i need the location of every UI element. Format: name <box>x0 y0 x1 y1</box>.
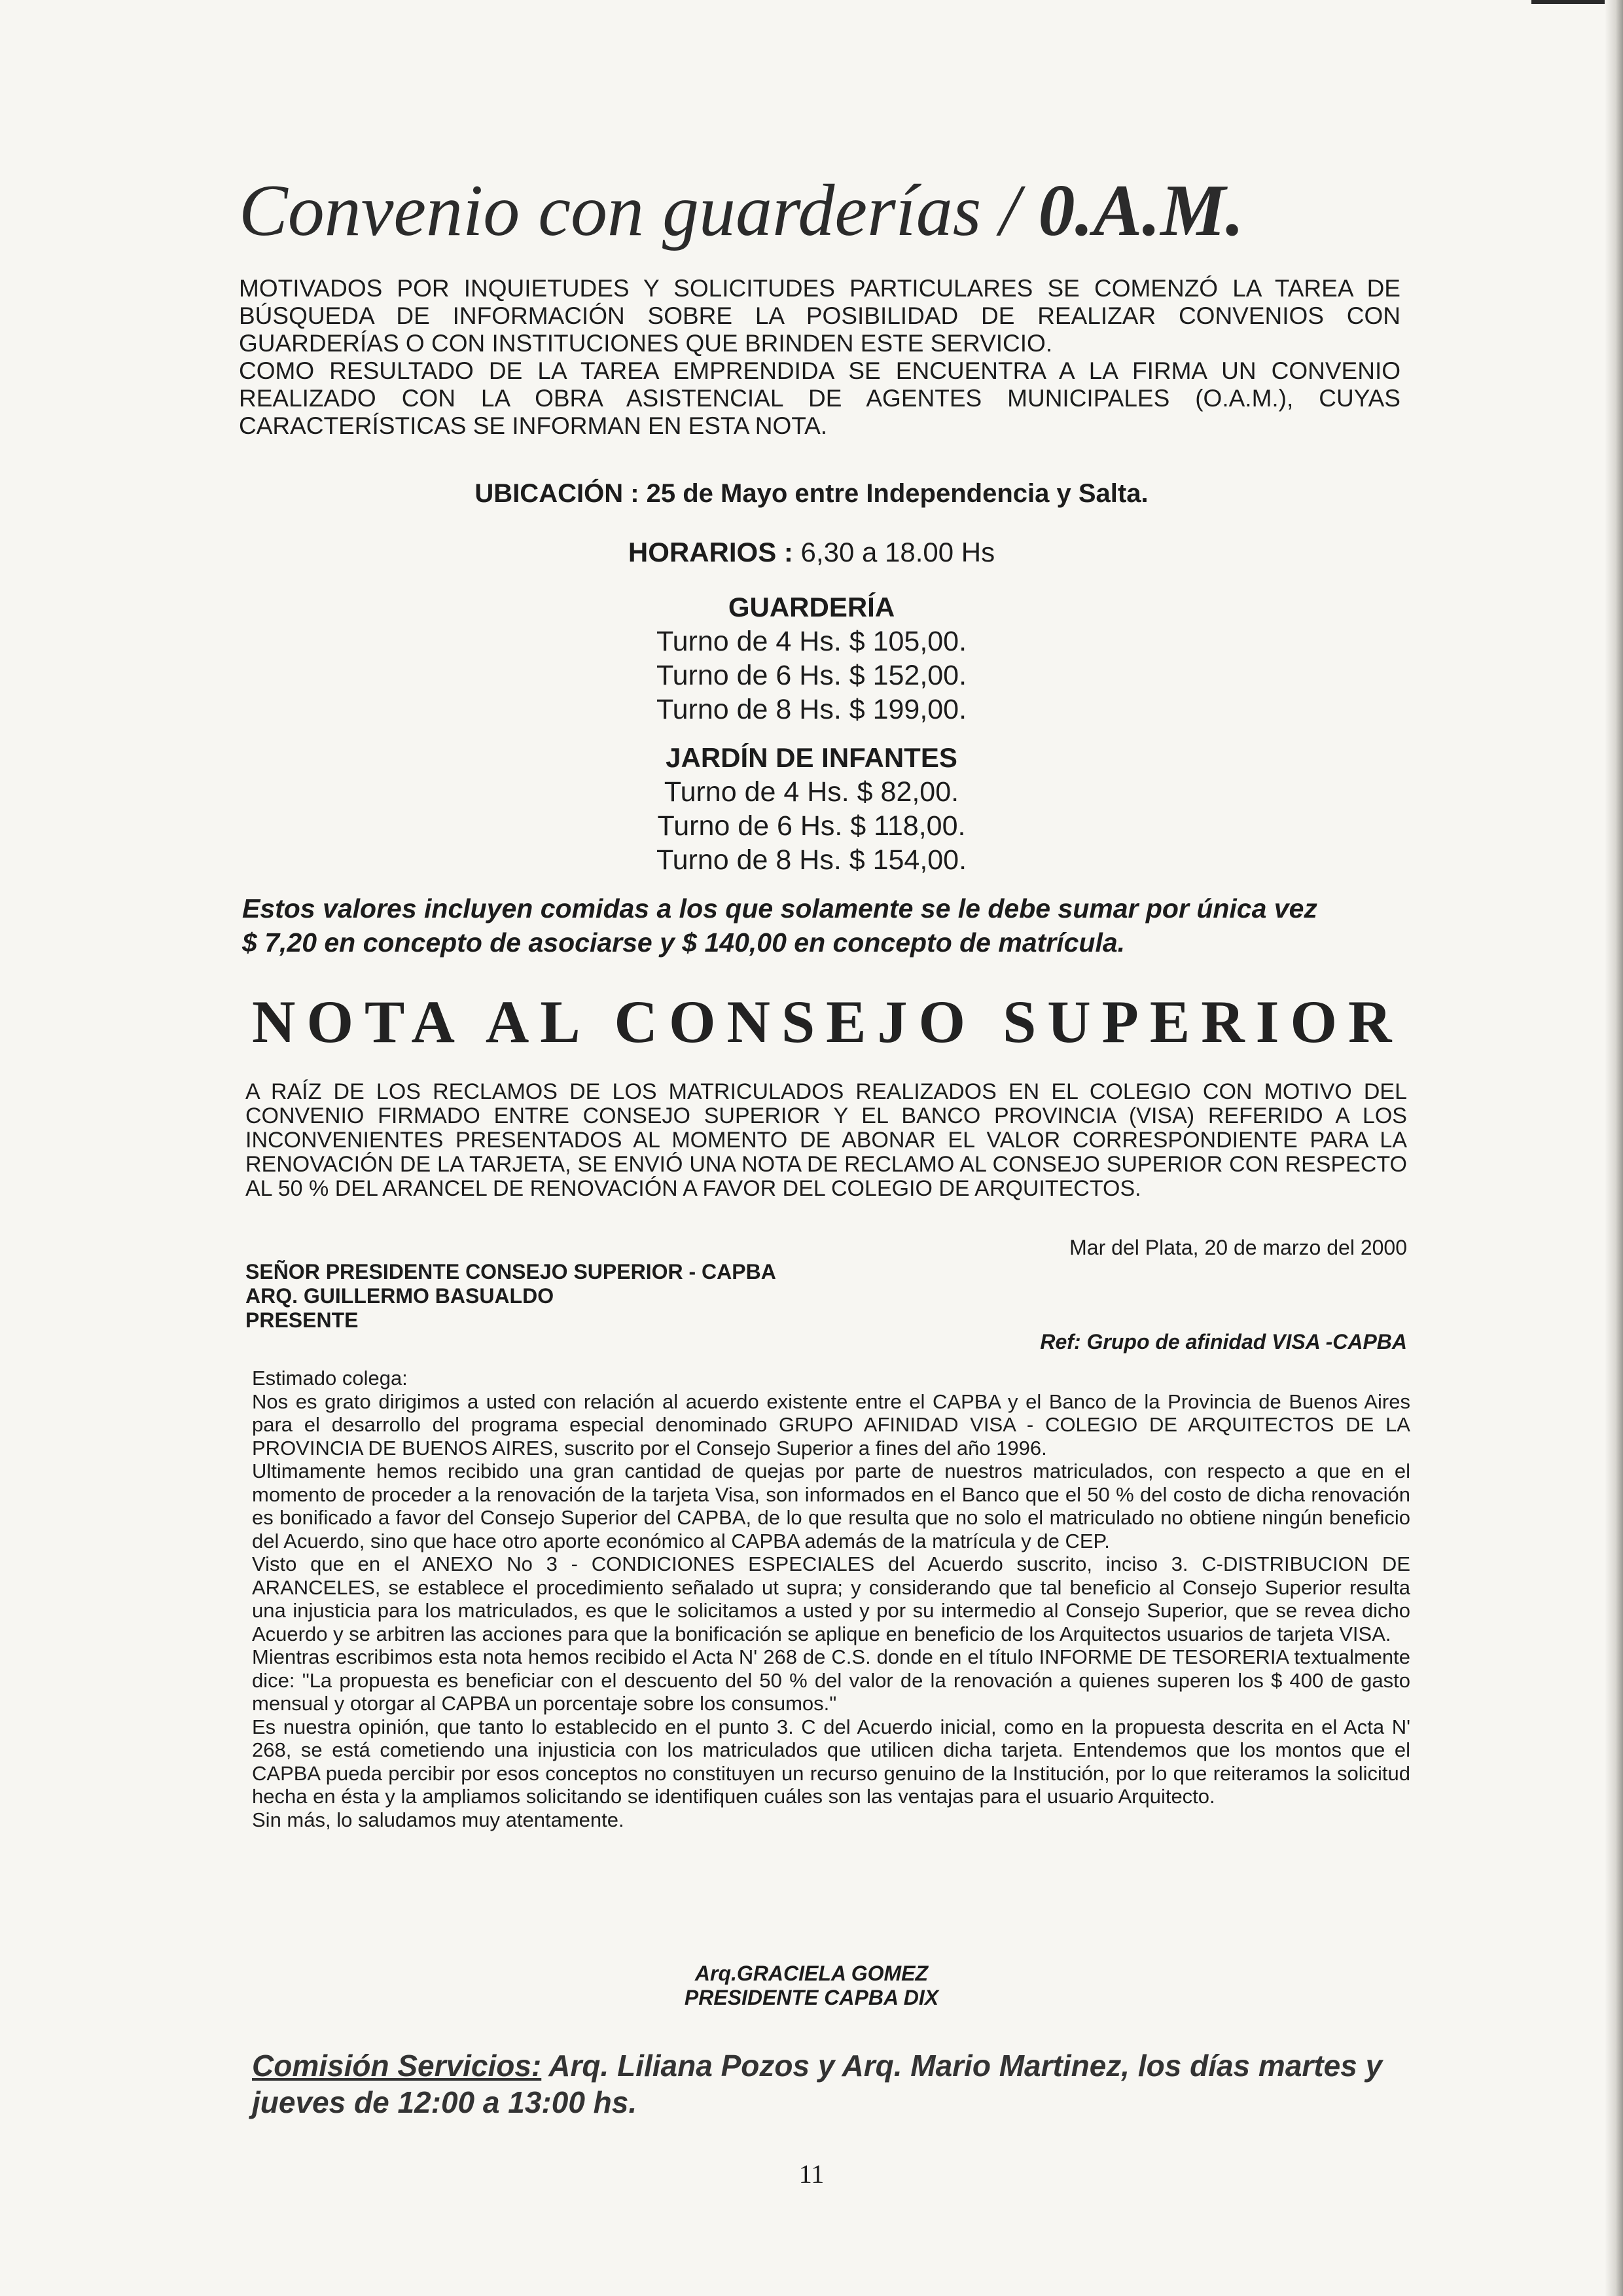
guarderia-heading: GUARDERÍA <box>728 592 895 622</box>
letter-paragraph: Visto que en el ANEXO No 3 - CONDICIONES ESPECIALES del Acuerdo suscrito, inciso 3. C-DISTRIBUCION DE ARANCELES, se establece el procedimiento señalado ut supra; y considerando que tal beneficio al Consejo Superior resulta una injusticia para los matriculados, es que le solicitamos a usted y por su intermedio al Consejo Superior, que se revea dicho Acuerdo y se arbitren las acciones para que la bonificación se aplique en beneficio de los Arquitectos usuarios de tarjeta VISA. <box>252 1552 1410 1645</box>
services-commission <box>252 2047 1430 2121</box>
letter-place-date: Mar del Plata, 20 de marzo del 2000 <box>1069 1236 1407 1259</box>
title-oam: 0.A.M. <box>1038 170 1244 251</box>
addressee-line: ARQ. GUILLERMO BASUALDO <box>245 1284 554 1308</box>
note-line: $ 7,20 en concepto de asociarse y $ 140,00 en concepto de matrícula. <box>242 927 1126 958</box>
price-row: Turno de 4 Hs. $ 105,00. <box>656 626 967 657</box>
horarios-label: HORARIOS : <box>628 537 793 567</box>
prices-note <box>242 891 1420 960</box>
letter-signature <box>0 1962 1623 2010</box>
price-row: Turno de 6 Hs. $ 152,00. <box>656 660 967 691</box>
price-row: Turno de 8 Hs. $ 199,00. <box>656 694 967 725</box>
letter-paragraph: Ultimamente hemos recibido una gran cantidad de quejas por parte de nuestros matriculados, con respecto a que en el momento de proceder a la renovación de la tarjeta Visa, son informados en el Banco que el 50 % del costo de dicha renovación es bonificado a favor del Consejo Superior del CAPBA, de lo que resulta que no solo el matriculado no obtiene ningún beneficio del Acuerdo, sino que hace otro aporte económico al CAPBA además de la matrícula y de CEP. <box>252 1460 1410 1552</box>
scan-page-edge <box>1605 0 1623 2296</box>
addressee-line: PRESENTE <box>245 1308 359 1332</box>
addressee-line: SEÑOR PRESIDENTE CONSEJO SUPERIOR - CAPBA <box>245 1260 776 1283</box>
section-title-nota: NOTA AL CONSEJO SUPERIOR <box>252 988 1403 1055</box>
intro-paragraph: MOTIVADOS POR INQUIETUDES Y SOLICITUDES PARTICULARES SE COMENZÓ LA TAREA DE BÚSQUEDA DE INFORMACIÓN SOBRE LA POSIBILIDAD DE REALIZAR CONVENIOS CON GUARDERÍAS O CON INSTITUCIONES QUE BRINDEN ESTE SERVICIO. <box>239 275 1400 357</box>
letter-body <box>252 1367 1410 1831</box>
signature-line: PRESIDENTE CAPBA DIX <box>684 1986 939 2009</box>
nota-intro <box>245 1080 1407 1201</box>
letter-paragraph: Nos es grato dirigimos a usted con relación al acuerdo existente entre el CAPBA y el Banco de la Provincia de Buenos Aires para el desarrollo del programa especial denominado GRUPO AFINIDAD VISA - COLEGIO DE ARQUITECTOS DE LA PROVINCIA DE BUENOS AIRES, suscrito por el Consejo Superior a fines del año 1996. <box>252 1390 1410 1460</box>
jardin-prices <box>0 741 1623 877</box>
commission-label: Comisión Servicios: <box>252 2049 542 2083</box>
letter-greeting: Estimado colega: <box>252 1367 408 1390</box>
letter-paragraph: Mientras escribimos esta nota hemos recibido el Acta N' 268 de C.S. donde en el título INFORME DE TESORERIA textualmente dice: "La propuesta es beneficiar con el descuento del 50 % del valor de la renovación a quienes superen los $ 400 de gasto mensual y otorgar al CAPBA un porcentaje sobre los consumos." <box>252 1645 1410 1715</box>
signature-line: Arq.GRACIELA GOMEZ <box>694 1962 929 1985</box>
price-row: Turno de 6 Hs. $ 118,00. <box>657 810 966 842</box>
commission-text: Arq. Liliana Pozos y Arq. Mario Martinez, los días martes y jueves de 12:00 a 13:00 hs. <box>252 2049 1383 2119</box>
section-title-convenio: Convenio con guarderías / 0.A.M. <box>239 170 1244 251</box>
horarios-value: 6,30 a 18.00 Hs <box>793 537 995 567</box>
note-line: Estos valores incluyen comidas a los que solamente se le debe sumar por única vez <box>242 893 1317 924</box>
jardin-heading: JARDÍN DE INFANTES <box>666 742 957 773</box>
price-row: Turno de 4 Hs. $ 82,00. <box>664 776 959 808</box>
price-row: Turno de 8 Hs. $ 154,00. <box>656 844 967 876</box>
intro-paragraph: COMO RESULTADO DE LA TAREA EMPRENDIDA SE ENCUENTRA A LA FIRMA UN CONVENIO REALIZADO CON LA OBRA ASISTENCIAL DE AGENTES MUNICIPALES (O.A.M.), CUYAS CARACTERÍSTICAS SE INFORMAN EN ESTA NOTA. <box>239 357 1400 439</box>
nota-intro-paragraph: A RAÍZ DE LOS RECLAMOS DE LOS MATRICULADOS REALIZADOS EN EL COLEGIO CON MOTIVO DEL CONVENIO FIRMADO ENTRE CONSEJO SUPERIOR Y EL BANCO PROVINCIA (VISA) REFERIDO A LOS INCONVENIENTES PRESENTADOS AL MOMENTO DE ABONAR EL VALOR CORRESPONDIENTE PARA LA RENOVACIÓN DE LA TARJETA, SE ENVIÓ UNA NOTA DE RECLAMO AL CONSEJO SUPERIOR CON RESPECTO AL 50 % DEL ARANCEL DE RENOVACIÓN A FAVOR DEL COLEGIO DE ARQUITECTOS. <box>245 1079 1407 1201</box>
ubicacion-line: UBICACIÓN : 25 de Mayo entre Independencia y Salta. <box>474 479 1149 508</box>
intro-text <box>239 275 1400 440</box>
page-number: 11 <box>798 2159 825 2189</box>
guarderia-prices <box>0 590 1623 726</box>
letter-reference: Ref: Grupo de afinidad VISA -CAPBA <box>1040 1330 1407 1354</box>
horarios-line <box>0 537 1623 568</box>
letter-paragraph: Sin más, lo saludamos muy atentamente. <box>252 1808 624 1831</box>
letter-addressee <box>245 1260 776 1333</box>
letter-paragraph: Es nuestra opinión, que tanto lo establecido en el punto 3. C del Acuerdo inicial, como en la propuesta descrita en el Acta N' 268, se está cometiendo una injusticia con los matriculados que utilicen dicha tarjeta. Entendemos que los montos que el CAPBA pueda percibir por esos conceptos no constituyen un recurso genuino de la Institución, por lo que reiteramos la solicitud hecha en ésta y la ampliamos solicitando se identifiquen cuáles son las ventajas para el usuario Arquitecto. <box>252 1715 1410 1808</box>
